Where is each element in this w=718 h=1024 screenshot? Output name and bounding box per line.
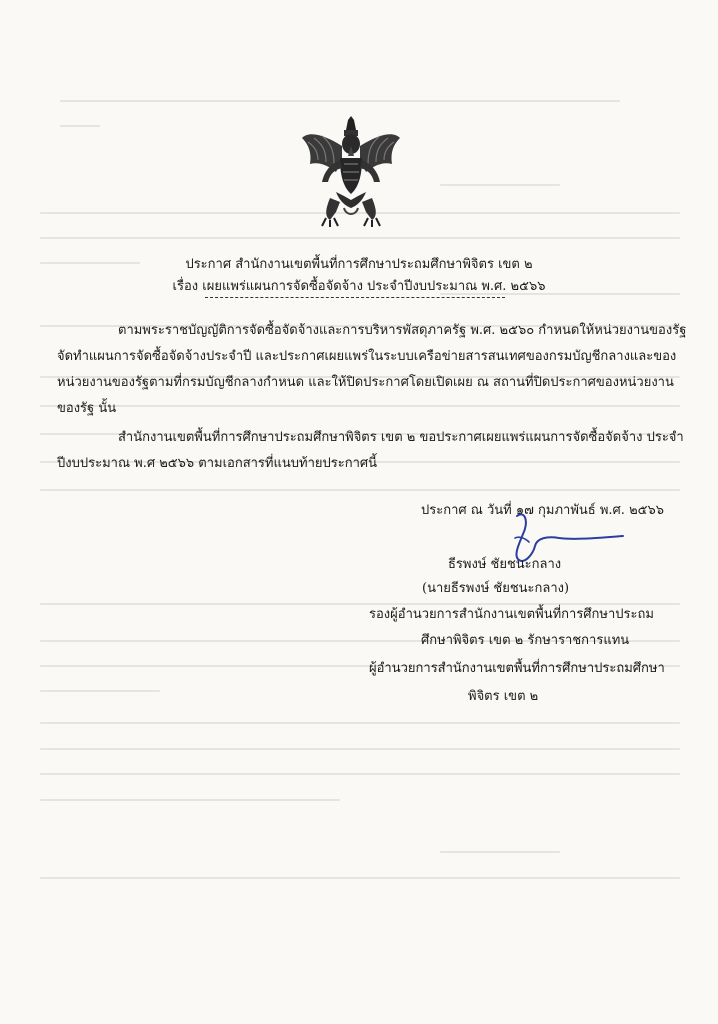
- bleed-through-line: [40, 877, 680, 879]
- signer-name: ธีรพงษ์ ชัยชนะกลาง: [448, 557, 562, 572]
- bleed-through-line: [40, 722, 680, 724]
- heading-divider: [205, 297, 505, 298]
- bleed-through-line: [40, 489, 680, 491]
- bleed-through-line: [60, 100, 620, 102]
- body-line-4: ของรัฐ นั้น: [57, 401, 117, 416]
- body-line-6: ปีงบประมาณ พ.ศ ๒๕๖๖ ตามเอกสารที่แนบท้ายประกาศนี้: [57, 456, 378, 471]
- signer-full-name: (นายธีรพงษ์ ชัยชนะกลาง): [422, 581, 570, 596]
- bleed-through-line: [40, 748, 680, 750]
- bleed-through-line: [440, 184, 560, 186]
- bleed-through-line: [40, 405, 680, 407]
- signer-position-line-3: ผู้อำนวยการสำนักงานเขตพื้นที่การศึกษาประถมศึกษา: [369, 661, 665, 676]
- body-line-5: สำนักงานเขตพื้นที่การศึกษาประถมศึกษาพิจิตร เขต ๒ ขอประกาศเผยแพร่แผนการจัดซื้อจัดจ้าง ประจำ: [118, 430, 684, 445]
- bleed-through-line: [40, 237, 680, 239]
- announcement-subject: เรื่อง เผยแพร่แผนการจัดซื้อจัดจ้าง ประจำปีงบประมาณ พ.ศ. ๒๕๖๖: [172, 279, 546, 294]
- bleed-through-line: [40, 603, 680, 605]
- signer-position-line-1: รองผู้อำนวยการสำนักงานเขตพื้นที่การศึกษาประถม: [369, 607, 654, 622]
- bleed-through-line: [40, 773, 680, 775]
- body-line-1: ตามพระราชบัญญัติการจัดซื้อจัดจ้างและการบริหารพัสดุภาครัฐ พ.ศ. ๒๕๖๐ กำหนดให้หน่วยงานของรัฐ: [118, 323, 687, 338]
- announcement-heading: ประกาศ สำนักงานเขตพื้นที่การศึกษาประถมศึกษาพิจิตร เขต ๒: [185, 257, 533, 272]
- bleed-through-line: [40, 799, 340, 801]
- bleed-through-line: [440, 851, 560, 853]
- garuda-emblem-icon: [296, 116, 406, 228]
- bleed-through-line: [60, 125, 100, 127]
- body-line-3: หน่วยงานของรัฐตามที่กรมบัญชีกลางกำหนด และให้ปิดประกาศโดยเปิดเผย ณ สถานที่ปิดประกาศของหน่วยงาน: [57, 375, 674, 390]
- bleed-through-line: [40, 690, 160, 692]
- signer-position-line-4: พิจิตร เขต ๒: [468, 689, 539, 704]
- body-line-2: จัดทำแผนการจัดซื้อจัดจ้างประจำปี และประกาศเผยแพร่ในระบบเครือข่ายสารสนเทศของกรมบัญชีกลางและของ: [57, 349, 677, 364]
- signer-position-line-2: ศึกษาพิจิตร เขต ๒ รักษาราชการแทน: [421, 633, 630, 648]
- announcement-date: ประกาศ ณ วันที่ ๑๗ กุมภาพันธ์ พ.ศ. ๒๕๖๖: [421, 503, 664, 518]
